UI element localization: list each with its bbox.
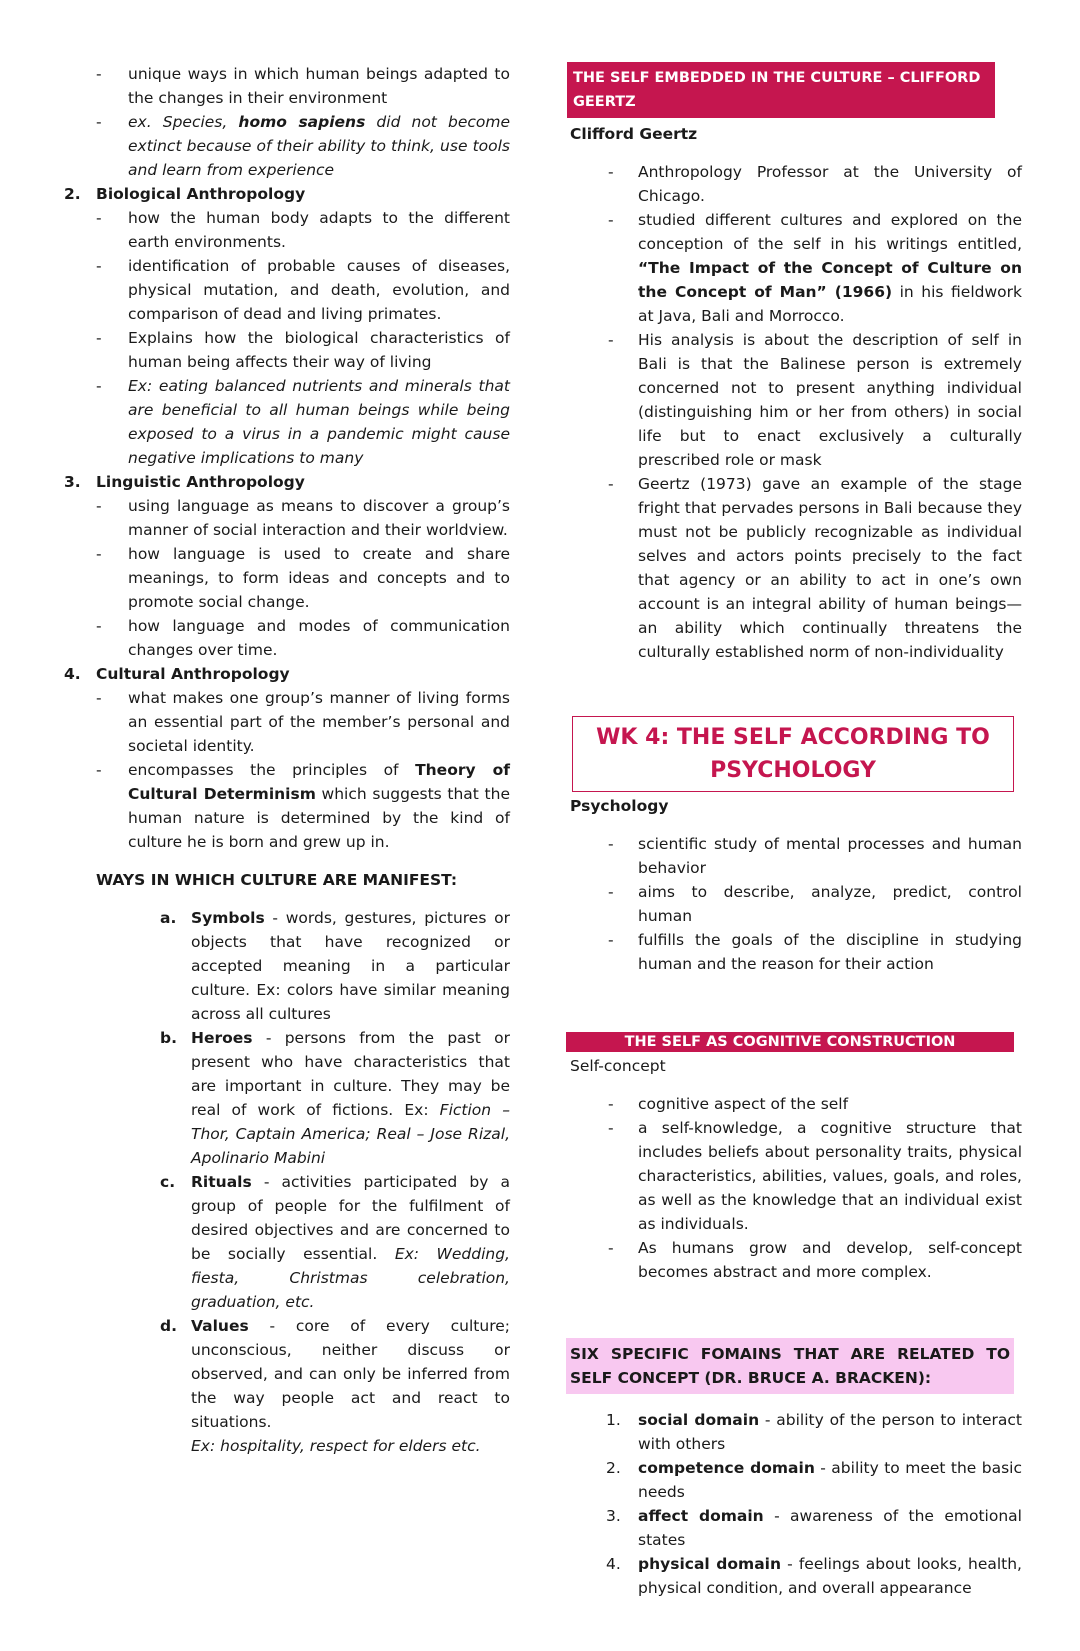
- list-item: - using language as means to discover a group’s manner of social interaction and their worldview.: [58, 494, 510, 542]
- cognitive-banner: THE SELF AS COGNITIVE CONSTRUCTION: [566, 1032, 1014, 1052]
- list-item: - His analysis is about the description of self in Bali is that the Balinese person is extremely concerned not to present anything individual (distinguishing him or her from others) in social life but to enact exclusively a culturally prescribed role or mask: [570, 328, 1022, 472]
- values-example: Ex: hospitality, respect for elders etc.: [191, 1437, 481, 1455]
- list-item: - how the human body adapts to the different earth environments.: [58, 206, 510, 254]
- list-item: - aims to describe, analyze, predict, control human: [570, 880, 1022, 928]
- list-item: - Ex: eating balanced nutrients and minerals that are beneficial to all human beings while being exposed to a virus in a pandemic might cause negative implications to many: [58, 374, 510, 470]
- six-domains-banner: SIX SPECIFIC FOMAINS THAT ARE RELATED TO SELF CONCEPT (DR. BRUCE A. BRACKEN):: [566, 1338, 1014, 1394]
- list-item: - Geertz (1973) gave an example of the stage fright that pervades persons in Bali because they must not be publicly recognizable as individual selves and actors points precisely to the fact that agency or an ability to act in one’s own account is an integral ability of human beings—an ability which continually threatens the culturally established norm of non-individuality: [570, 472, 1022, 664]
- left-column: [58, 62, 510, 1458]
- branch-title: 4. Cultural Anthropology: [64, 665, 290, 683]
- list-item: c. Rituals - activities participated by a group of people for the fulfilment of desired objectives and are concerned to be socially essential. Ex: Wedding, fiesta, Christmas celebration, graduation, etc.: [160, 1173, 510, 1311]
- psychology-label: Psychology: [570, 797, 669, 815]
- branch-title: 3. Linguistic Anthropology: [64, 473, 305, 491]
- list-item: 3. affect domain - awareness of the emotional states: [606, 1507, 1022, 1549]
- list-item: a. Symbols - words, gestures, pictures or objects that have recognized or accepted meaning in a particular culture. Ex: colors have similar meaning across all cultures: [160, 909, 510, 1023]
- geertz-name: Clifford Geertz: [570, 125, 698, 143]
- list-item: 1. social domain - ability of the person to interact with others: [606, 1411, 1022, 1453]
- ways-label: WAYS IN WHICH CULTURE ARE MANIFEST:: [96, 871, 458, 889]
- list-item: - Explains how the biological characteristics of human being affects their way of living: [58, 326, 510, 374]
- branch-biological: [58, 182, 510, 470]
- ways-list: [58, 906, 510, 1434]
- list-item: - how language is used to create and share meanings, to form ideas and concepts and to promote social change.: [58, 542, 510, 614]
- list-item: b. Heroes - persons from the past or present who have characteristics that are important in culture. They may be real of work of fictions. Ex: Fiction – Thor, Captain America; Real – Jose Rizal, Apolinario Mabini: [160, 1029, 510, 1167]
- wk4-title: WK 4: THE SELF ACCORDING TO PSYCHOLOGY: [572, 716, 1014, 792]
- geertz-list: [570, 160, 1022, 664]
- list-item: - As humans grow and develop, self-concept becomes abstract and more complex.: [570, 1236, 1022, 1284]
- list-item: - how language and modes of communication changes over time.: [58, 614, 510, 662]
- list-item: - studied different cultures and explored on the conception of the self in his writings entitled, “The Impact of the Concept of Culture on the Concept of Man” (1966) in his fieldwork at Java, Bali and Morrocco.: [570, 208, 1022, 328]
- right-column: [570, 62, 1022, 1600]
- list-item: - cognitive aspect of the self: [570, 1092, 1022, 1116]
- list-item: - a self-knowledge, a cognitive structure that includes beliefs about personality traits, physical characteristics, abilities, values, goals, and roles, as well as the knowledge that an individual exist as individuals.: [570, 1116, 1022, 1236]
- anthropology-branches: [58, 182, 510, 854]
- self-concept-list: [570, 1092, 1022, 1284]
- list-item: - ex. Species, homo sapiens did not become extinct because of their ability to think, use tools and learn from experience: [58, 110, 510, 182]
- branch-linguistic: [58, 470, 510, 662]
- list-item: - encompasses the principles of Theory of Cultural Determinism which suggests that the human nature is determined by the kind of culture he is born and grew up in.: [58, 758, 510, 854]
- list-item: 4. physical domain - feelings about looks, health, physical condition, and overall appearance: [606, 1555, 1022, 1597]
- list-item: - identification of probable causes of diseases, physical mutation, and death, evolution, and comparison of dead and living primates.: [58, 254, 510, 326]
- list-item: - unique ways in which human beings adapted to the changes in their environment: [58, 62, 510, 110]
- branch-title: 2. Biological Anthropology: [64, 185, 306, 203]
- list-item: - what makes one group’s manner of living forms an essential part of the member’s personal and societal identity.: [58, 686, 510, 758]
- intro-list: [58, 62, 510, 182]
- list-item: 2. competence domain - ability to meet the basic needs: [606, 1459, 1022, 1501]
- geertz-banner: THE SELF EMBEDDED IN THE CULTURE – CLIFFORD GEERTZ: [567, 62, 995, 118]
- domains-list: [570, 1408, 1022, 1600]
- list-item: - Anthropology Professor at the University of Chicago.: [570, 160, 1022, 208]
- list-item: d. Values - core of every culture; unconscious, neither discuss or observed, and can only be inferred from the way people act and react to situations.: [160, 1317, 510, 1431]
- branch-cultural: [58, 662, 510, 854]
- self-concept-label: Self-concept: [570, 1057, 666, 1075]
- psychology-list: [570, 832, 1022, 976]
- list-item: - scientific study of mental processes and human behavior: [570, 832, 1022, 880]
- list-item: - fulfills the goals of the discipline in studying human and the reason for their action: [570, 928, 1022, 976]
